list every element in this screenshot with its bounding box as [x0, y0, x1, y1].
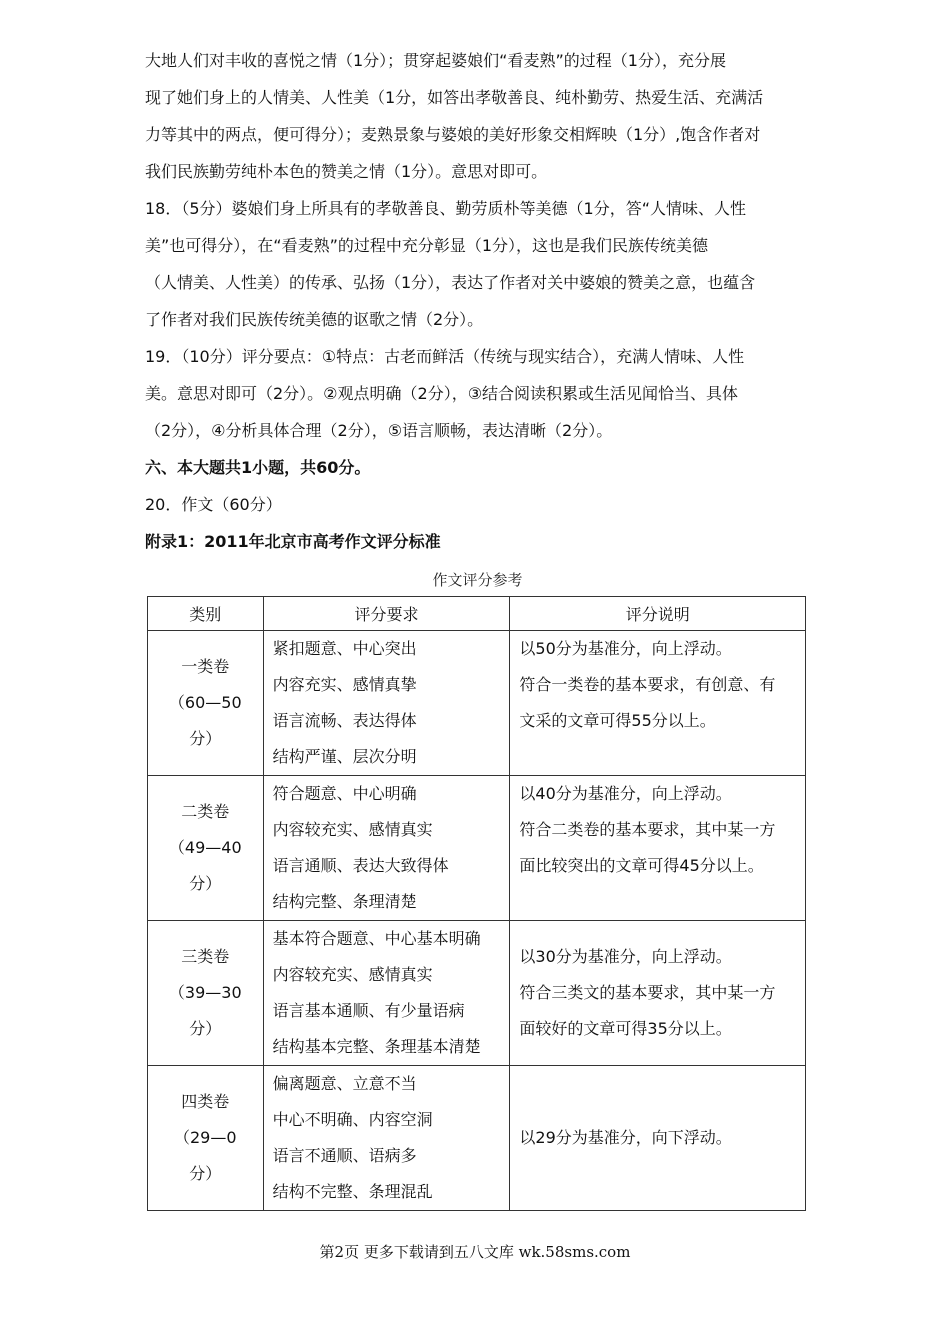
- category-cell: [148, 921, 264, 1066]
- note-line: 面比较突出的文章可得45分以上。: [519, 856, 764, 875]
- note-line: 以50分为基准分，向上浮动。: [519, 639, 732, 658]
- requirement-item: 偏离题意、立意不当: [272, 1074, 417, 1093]
- header-requirements: 评分要求: [263, 597, 510, 631]
- appendix-heading: 附录1：2011年北京市高考作文评分标准: [145, 532, 441, 551]
- requirements-cell: [263, 631, 510, 776]
- paragraph-line: 美”也可得分），在“看麦熟”的过程中充分彰显（1分），这也是我们民族传统美德: [145, 236, 709, 255]
- category-range: （29—0: [174, 1128, 237, 1147]
- question-20: 20．作文（60分）: [145, 495, 282, 514]
- answer-paragraphs: [145, 42, 810, 449]
- requirement-item: 基本符合题意、中心基本明确: [272, 929, 481, 948]
- requirement-item: 内容较充实、感情真实: [272, 965, 433, 984]
- category-range: （49—40: [168, 838, 242, 857]
- table-caption: 作文评分参考: [432, 571, 523, 589]
- paragraph-line: 18．（5分）婆娘们身上所具有的孝敬善良、勤劳质朴等美德（1分，答“人情味、人性: [145, 199, 747, 218]
- requirement-item: 内容充实、感情真挚: [272, 675, 417, 694]
- paragraph-line: （人情美、人性美）的传承、弘扬（1分），表达了作者对关中婆娘的赞美之意，也蕴含: [145, 273, 756, 292]
- grading-table: [147, 596, 806, 1211]
- category-cell: [148, 631, 264, 776]
- category-range: （60—50: [168, 693, 242, 712]
- category-unit: 分）: [189, 1164, 222, 1183]
- note-line: 以40分为基准分，向上浮动。: [519, 784, 732, 803]
- requirements-cell: [263, 1066, 510, 1211]
- requirement-item: 语言通顺、表达大致得体: [272, 856, 449, 875]
- note-line: 文采的文章可得55分以上。: [519, 711, 716, 730]
- requirement-item: 结构不完整、条理混乱: [272, 1182, 433, 1201]
- note-line: 面较好的文章可得35分以上。: [519, 1019, 732, 1038]
- note-line: 以30分为基准分，向上浮动。: [519, 947, 732, 966]
- note-line: 以29分为基准分，向下浮动。: [519, 1128, 732, 1147]
- paragraph-line: 19．（10分）评分要点：①特点：古老而鲜活（传统与现实结合），充满人情味、人性: [145, 347, 745, 366]
- category-cell: [148, 776, 264, 921]
- category-unit: 分）: [189, 874, 222, 893]
- category-name: 三类卷: [181, 947, 230, 966]
- note-line: 符合三类文的基本要求，其中某一方: [519, 983, 776, 1002]
- table-row: [148, 776, 806, 921]
- note-line: 符合一类卷的基本要求，有创意、有: [519, 675, 776, 694]
- paragraph-line: 了作者对我们民族传统美德的讴歌之情（2分）。: [145, 310, 484, 329]
- paragraph-line: （2分），④分析具体合理（2分），⑤语言顺畅，表达清晰（2分）。: [145, 421, 613, 440]
- category-cell: [148, 1066, 264, 1211]
- category-unit: 分）: [189, 729, 222, 748]
- table-row: [148, 631, 806, 776]
- paragraph-line: 我们民族勤劳纯朴本色的赞美之情（1分）。意思对即可。: [145, 162, 548, 181]
- category-name: 一类卷: [181, 657, 230, 676]
- table-row: [148, 1066, 806, 1211]
- table-row: [148, 921, 806, 1066]
- requirement-item: 语言流畅、表达得体: [272, 711, 417, 730]
- requirement-item: 结构完整、条理清楚: [272, 892, 417, 911]
- table-header-row: [148, 597, 806, 631]
- category-name: 四类卷: [181, 1092, 230, 1111]
- requirement-item: 结构严谨、层次分明: [272, 747, 417, 766]
- category-unit: 分）: [189, 1019, 222, 1038]
- header-notes: 评分说明: [510, 597, 806, 631]
- requirement-item: 紧扣题意、中心突出: [272, 639, 417, 658]
- requirement-item: 符合题意、中心明确: [272, 784, 417, 803]
- notes-cell: [510, 631, 806, 776]
- note-line: 符合二类卷的基本要求，其中某一方: [519, 820, 776, 839]
- paragraph-line: 美。意思对即可（2分）。②观点明确（2分），③结合阅读积累或生活见闻恰当、具体: [145, 384, 739, 403]
- requirements-cell: [263, 776, 510, 921]
- paragraph-line: 大地人们对丰收的喜悦之情（1分）；贯穿起婆娘们“看麦熟”的过程（1分），充分展: [145, 51, 726, 70]
- notes-cell: [510, 776, 806, 921]
- requirement-item: 语言基本通顺、有少量语病: [272, 1001, 465, 1020]
- category-range: （39—30: [168, 983, 242, 1002]
- section-heading: 六、本大题共1小题，共60分。: [145, 458, 371, 477]
- notes-cell: [510, 921, 806, 1066]
- notes-cell: [510, 1066, 806, 1211]
- requirement-item: 内容较充实、感情真实: [272, 820, 433, 839]
- requirement-item: 结构基本完整、条理基本清楚: [272, 1037, 481, 1056]
- paragraph-line: 现了她们身上的人情美、人性美（1分，如答出孝敬善良、纯朴勤劳、热爱生活、充满活: [145, 88, 764, 107]
- page-footer: 第2页 更多下载请到五八文库 wk.58sms.com: [319, 1243, 631, 1261]
- category-name: 二类卷: [181, 802, 230, 821]
- requirements-cell: [263, 921, 510, 1066]
- header-category: 类别: [148, 597, 264, 631]
- paragraph-line: 力等其中的两点，便可得分）；麦熟景象与婆娘的美好形象交相辉映（1分）,饱含作者对: [145, 125, 761, 144]
- requirement-item: 中心不明确、内容空洞: [272, 1110, 433, 1129]
- requirement-item: 语言不通顺、语病多: [272, 1146, 417, 1165]
- document-body: [145, 42, 810, 1211]
